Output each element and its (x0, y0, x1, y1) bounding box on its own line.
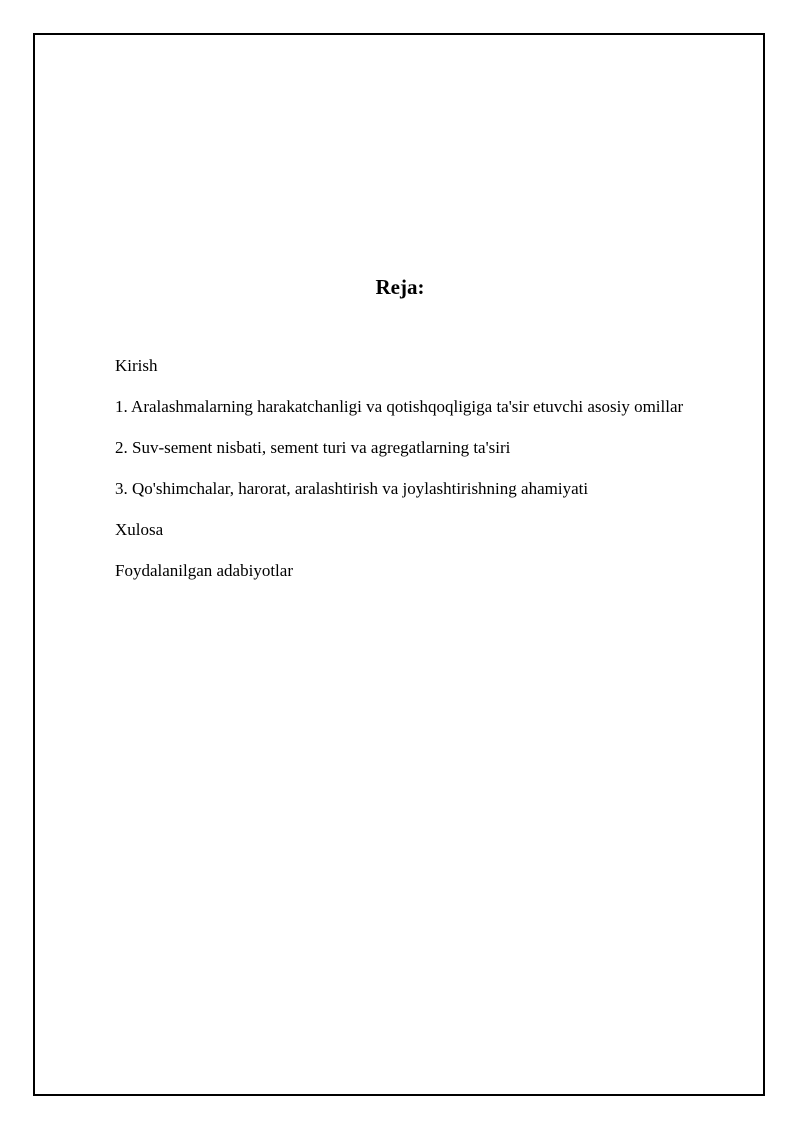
table-of-contents (115, 350, 715, 596)
toc-item-section-2: 2. Suv-sement nisbati, sement turi va agregatlarning ta'siri (115, 438, 511, 457)
toc-item-section-1: 1. Aralashmalarning harakatchanligi va qotishqoqligiga ta'sir etuvchi asosiy omillar (115, 397, 684, 416)
toc-item-conclusion: Xulosa (115, 520, 164, 539)
toc-item-section-3: 3. Qo'shimchalar, harorat, aralashtirish va joylashtirishning ahamiyati (115, 479, 589, 498)
toc-item-references: Foydalanilgan adabiyotlar (115, 561, 293, 580)
page-title: Reja: (375, 275, 425, 299)
toc-item-introduction: Kirish (115, 356, 158, 375)
